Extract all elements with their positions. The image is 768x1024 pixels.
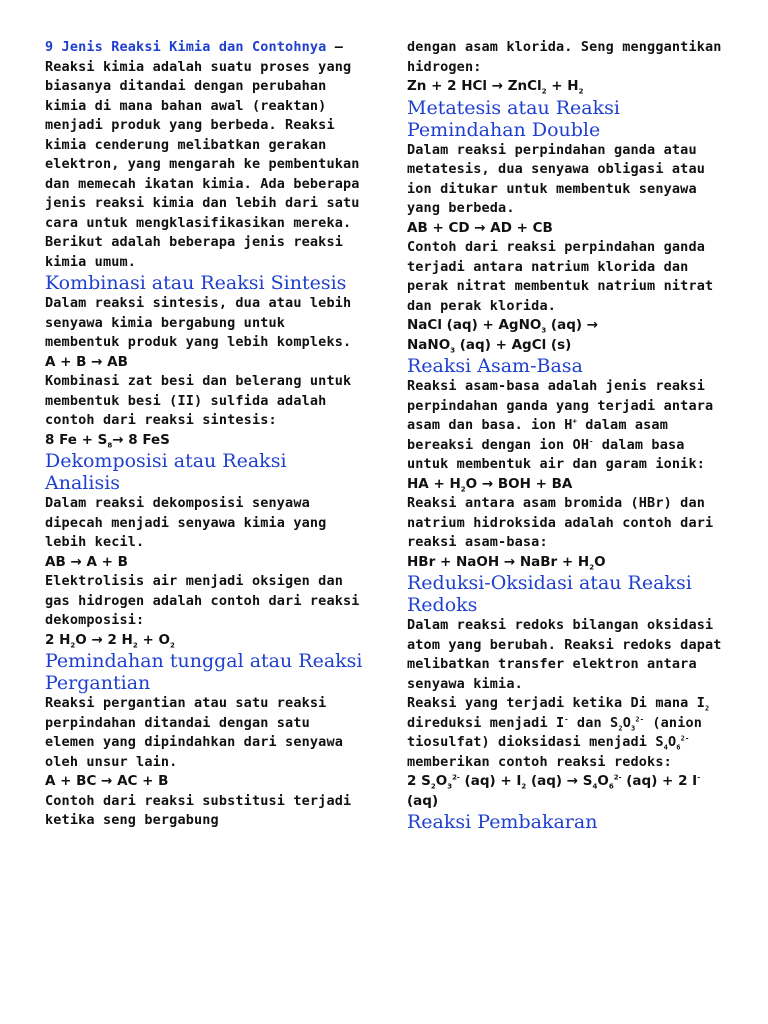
- left-column: [45, 38, 363, 831]
- intro-dash: –: [326, 39, 344, 55]
- intro-body: Reaksi kimia adalah suatu proses yang biasanya ditandai dengan perubahan kimia di mana bahan awal (reaktan) menjadi produk yang berbeda. Reaksi kimia cenderung melibatkan gerakan elektron, yang mengarah ke pembentukan dan memecah ikatan kimia. Ada beberapa jenis reaksi kimia dan lebih dari satu cara untuk mengklasifikasikan mereka. Berikut adalah beberapa jenis reaksi kimia umum.: [45, 58, 360, 270]
- sintesis-body: Dalam reaksi sintesis, dua atau lebih senyawa kimia bergabung untuk membentuk produk yang lebih kompleks.: [45, 295, 352, 350]
- article-title-link[interactable]: 9 Jenis Reaksi Kimia dan Contohnya: [45, 39, 327, 55]
- heading-sintesis: Kombinasi atau Reaksi Sintesis: [45, 272, 347, 294]
- heading-metatesis: Metatesis atau Reaksi Pemindahan Double: [407, 96, 620, 141]
- heading-pembakaran: Reaksi Pembakaran: [407, 811, 598, 833]
- sintesis-equation: A + B → AB: [45, 353, 128, 370]
- metatesis-example-equation-1: NaCl (aq) + AgNO$_3$ (aq) →: [407, 317, 599, 335]
- intro-paragraph: [45, 38, 363, 272]
- pergantian-example: Contoh dari reaksi substitusi terjadi ketika seng bergabung: [45, 792, 352, 828]
- metatesis-example: Contoh dari reaksi perpindahan ganda terjadi antara natrium klorida dan perak nitrat membentuk natrium nitrat dan perak klorida.: [407, 239, 714, 314]
- sintesis-example: Kombinasi zat besi dan belerang untuk membentuk besi (II) sulfida adalah contoh dari reaksi sintesis:: [45, 373, 352, 428]
- pergantian-body: Reaksi pergantian atau satu reaksi perpindahan ditandai dengan satu elemen yang dipindahkan dari senyawa oleh unsur lain.: [45, 695, 343, 770]
- sintesis-example-equation: 8 $Fe + S_8\to 8$ FeS: [45, 431, 170, 450]
- redoks-equation: 2 $S_2O_3^{2-}$ $(aq) + I_2$ $(aq) \to S_4O_6^{2-}$ (aq) + 2 I-(aq): [407, 773, 701, 809]
- asam-basa-body: Reaksi asam-basa adalah jenis reaksi perpindahan ganda yang terjadi antara asam dan basa. ion H+ dalam asam bereaksi dengan ion OH- dalam basa untuk membentuk air dan garam ionik:: [407, 378, 714, 472]
- continued-text: dengan asam klorida. Seng menggantikan hidrogen:: [407, 39, 722, 75]
- heading-dekomposisi: Dekomposisi atau Reaksi Analisis: [45, 450, 287, 494]
- dekomposisi-example-equation: 2 $H_2O \to 2$ $H_2 + O_2$: [45, 631, 175, 650]
- heading-asam-basa: Reaksi Asam-Basa: [407, 355, 583, 377]
- metatesis-example-equation-2: NaNO$_3$ (aq) + AgCl (s): [407, 336, 572, 355]
- redoks-body: Dalam reaksi redoks bilangan oksidasi atom yang berubah. Reaksi redoks dapat melibatkan transfer elektron antara senyawa kimia.: [407, 617, 722, 692]
- dekomposisi-equation: AB → A + B: [45, 553, 128, 570]
- dekomposisi-body: Dalam reaksi dekomposisi senyawa dipecah menjadi senyawa kimia yang lebih kecil.: [45, 495, 327, 550]
- metatesis-equation: AB + CD → AD + CB: [407, 219, 553, 236]
- heading-redoks: Reduksi-Oksidasi atau Reaksi Redoks: [407, 572, 692, 616]
- redoks-example: Reaksi yang terjadi ketika Di mana $I_2$ direduksi menjadi I- dan $S_2O_3^{2-}$ (anion tiosulfat) dioksidasi menjadi $S_4O_6^{2-}$ memberikan contoh reaksi redoks:: [407, 695, 710, 770]
- heading-pergantian: Pemindahan tunggal atau Reaksi Pergantian: [45, 650, 363, 694]
- asam-basa-example: Reaksi antara asam bromida (HBr) dan natrium hidroksida adalah contoh dari reaksi asam-basa:: [407, 495, 714, 550]
- continued-equation: Zn + 2 HCl → ZnCl$_2$ + $H_2$: [407, 78, 584, 96]
- asam-basa-example-equation: HBr + NaOH → NaBr + $H_2O$: [407, 553, 606, 572]
- dekomposisi-example: Elektrolisis air menjadi oksigen dan gas hidrogen adalah contoh dari reaksi dekomposisi:: [45, 573, 360, 628]
- metatesis-body: Dalam reaksi perpindahan ganda atau metatesis, dua senyawa obligasi atau ion ditukar untuk membentuk senyawa yang berbeda.: [407, 141, 705, 216]
- pergantian-equation: A + BC → AC + B: [45, 773, 169, 789]
- asam-basa-equation: HA + $H_2O$ → BOH + BA: [407, 475, 573, 494]
- right-column: [407, 38, 725, 833]
